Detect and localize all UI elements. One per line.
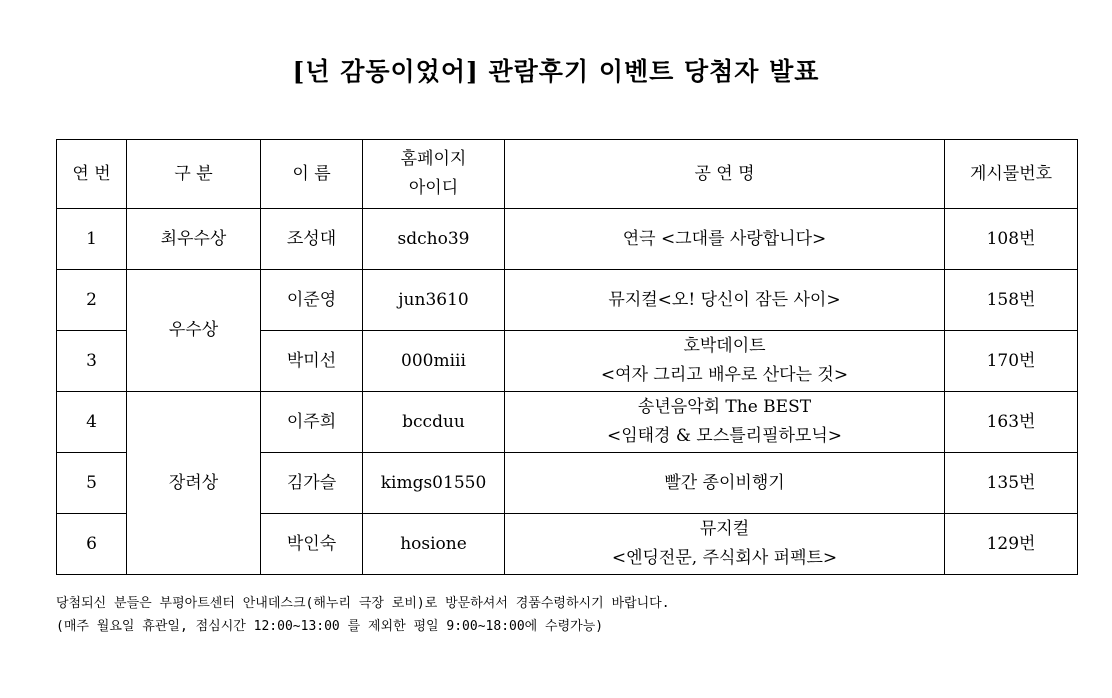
row-show-line1: 뮤지컬 (699, 519, 750, 539)
row-show-line1: 뮤지컬<오! 당신이 잠든 사이> (608, 289, 841, 310)
table-row (57, 392, 1078, 453)
header-name: 이 름 (261, 140, 363, 209)
row-name: 이주희 (261, 392, 363, 453)
header-homepage-id-line1: 홈페이지 (400, 149, 467, 169)
header-post-no: 게시물번호 (945, 140, 1078, 209)
row-show-line1: 송년음악회 The BEST (637, 397, 812, 417)
row-id: bccduu (363, 392, 505, 453)
row-name: 박미선 (261, 331, 363, 392)
row-no: 1 (57, 209, 127, 270)
row-no: 5 (57, 453, 127, 514)
header-category: 구 분 (127, 140, 261, 209)
notice-line-hours: (매주 월요일 휴관일, 점심시간 12:00~13:00 를 제외한 평일 9:00~18:00에 수령가능) (56, 619, 604, 634)
row-show (505, 453, 945, 514)
winners-table (56, 139, 1078, 575)
category-encouragement: 장려상 (127, 392, 261, 575)
row-no: 6 (57, 514, 127, 575)
row-name: 김가슬 (261, 453, 363, 514)
row-post: 158번 (945, 270, 1078, 331)
row-show-line2: <임태경 & 모스틀리필하모닉> (606, 426, 843, 446)
notice-block (56, 592, 670, 638)
row-no: 3 (57, 331, 127, 392)
header-show: 공 연 명 (505, 140, 945, 209)
row-id: sdcho39 (363, 209, 505, 270)
row-show (505, 209, 945, 270)
row-post: 170번 (945, 331, 1078, 392)
row-show-line1: 빨간 종이비행기 (664, 472, 785, 493)
row-show (505, 331, 945, 392)
row-id: 000miii (363, 331, 505, 392)
row-post: 163번 (945, 392, 1078, 453)
row-id: jun3610 (363, 270, 505, 331)
row-show (505, 270, 945, 331)
row-no: 2 (57, 270, 127, 331)
table-header-row (57, 140, 1078, 209)
category-excellence: 우수상 (127, 270, 261, 392)
header-no: 연 번 (57, 140, 127, 209)
row-name: 박인숙 (261, 514, 363, 575)
table-row (57, 270, 1078, 331)
row-post: 108번 (945, 209, 1078, 270)
category-grand: 최우수상 (127, 209, 261, 270)
row-post: 129번 (945, 514, 1078, 575)
row-show-line1: 호박데이트 (683, 336, 766, 356)
header-homepage-id-line2: 아이디 (408, 178, 459, 198)
row-no: 4 (57, 392, 127, 453)
page-title: [넌 감동이었어] 관람후기 이벤트 당첨자 발표 (292, 57, 820, 86)
row-id: kimgs01550 (363, 453, 505, 514)
row-name: 이준영 (261, 270, 363, 331)
row-show-line2: <엔딩전문, 주식회사 퍼펙트> (611, 548, 838, 568)
row-show (505, 514, 945, 575)
table-row (57, 209, 1078, 270)
row-show (505, 392, 945, 453)
notice-line-pickup: 당첨되신 분들은 부평아트센터 안내데스크(해누리 극장 로비)로 방문하셔서 경품수령하시기 바랍니다. (56, 596, 670, 611)
row-post: 135번 (945, 453, 1078, 514)
row-id: hosione (363, 514, 505, 575)
header-homepage-id (363, 140, 505, 209)
row-name: 조성대 (261, 209, 363, 270)
row-show-line1: 연극 <그대를 사랑합니다> (622, 228, 827, 249)
row-show-line2: <여자 그리고 배우로 산다는 것> (600, 365, 849, 385)
